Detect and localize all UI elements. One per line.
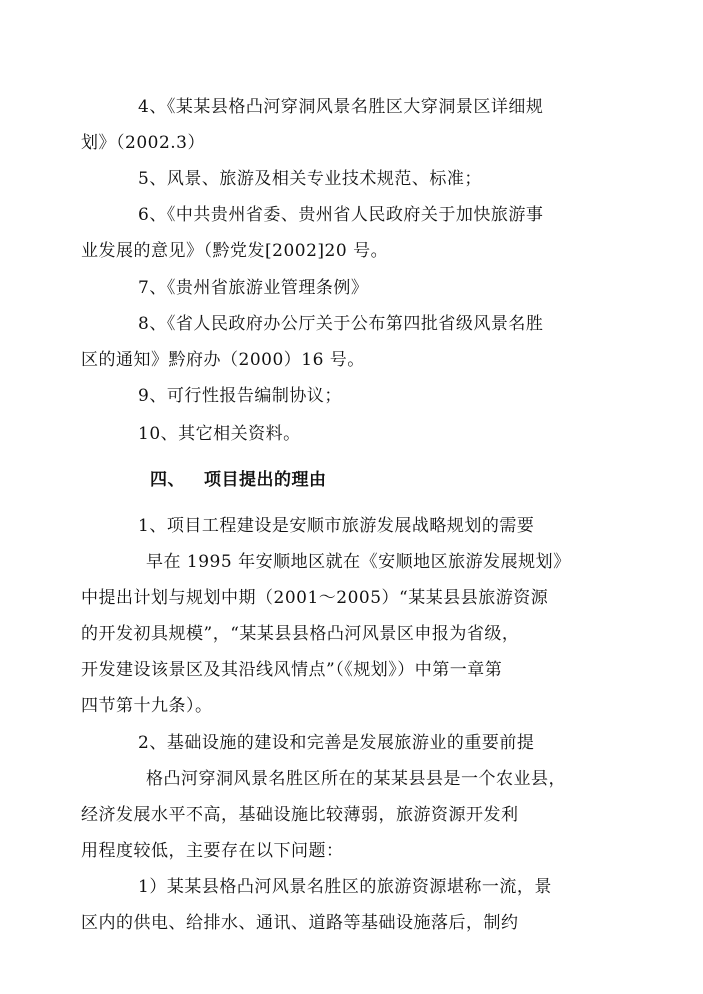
reason-1-line-4: 开发建设该景区及其沿线风情点”（《规划》）中第一章第 (81, 660, 503, 680)
reference-item-9: 9、可行性报告编制协议； (138, 386, 342, 406)
reason-1-line-2: 中提出计划与规划中期（2001～2005）“某某县县旅游资源 (81, 588, 549, 608)
reason-1-title: 1、项目工程建设是安顺市旅游发展战略规划的需要 (138, 516, 535, 536)
reason-2-line-1: 格凸河穿洞风景名胜区所在的某某县县是一个农业县， (146, 769, 566, 789)
reason-2-line-3: 用程度较低，主要存在以下问题： (81, 841, 344, 861)
reference-item-5: 5、风景、旅游及相关专业技术规范、标准； (138, 169, 482, 189)
reference-item-6-line-1: 6、《中共贵州省委、贵州省人民政府关于加快旅游事 (138, 205, 544, 225)
reason-1-line-1: 早在 1995 年安顺地区就在《安顺地区旅游发展规划》 (146, 552, 571, 572)
reason-1-line-3: 的开发初具规模”，“某某县县格凸河风景区申报为省级， (81, 624, 520, 644)
reference-item-8-line-2: 区的通知》黔府办（2000）16 号。 (81, 350, 365, 370)
reason-2-point-1-line-1: 1）某某县格凸河风景名胜区的旅游资源堪称一流，景 (138, 877, 552, 897)
reason-2-line-2: 经济发展水平不高，基础设施比较薄弱，旅游资源开发利 (81, 805, 519, 825)
reference-item-10: 10、其它相关资料。 (138, 424, 301, 444)
reference-item-6-line-2: 业发展的意见》（黔党发[2002]20 号。 (81, 241, 389, 261)
section-heading-title: 项目提出的理由 (204, 470, 327, 490)
reference-item-8-line-1: 8、《省人民政府办公厅关于公布第四批省级风景名胜 (138, 314, 544, 334)
reference-item-4-line-2: 划》（2002.3） (81, 133, 205, 153)
reference-item-7: 7、《贵州省旅游业管理条例》 (138, 278, 369, 298)
reference-item-4-line-1: 4、《某某县格凸河穿洞风景名胜区大穿洞景区详细规 (138, 97, 544, 117)
section-heading-number: 四、 (150, 470, 185, 490)
reason-1-line-5: 四节第十九条）。 (81, 696, 213, 716)
reason-2-point-1-line-2: 区内的供电、给排水、通讯、道路等基础设施落后，制约 (81, 913, 519, 933)
reason-2-title: 2、基础设施的建设和完善是发展旅游业的重要前提 (138, 733, 535, 753)
